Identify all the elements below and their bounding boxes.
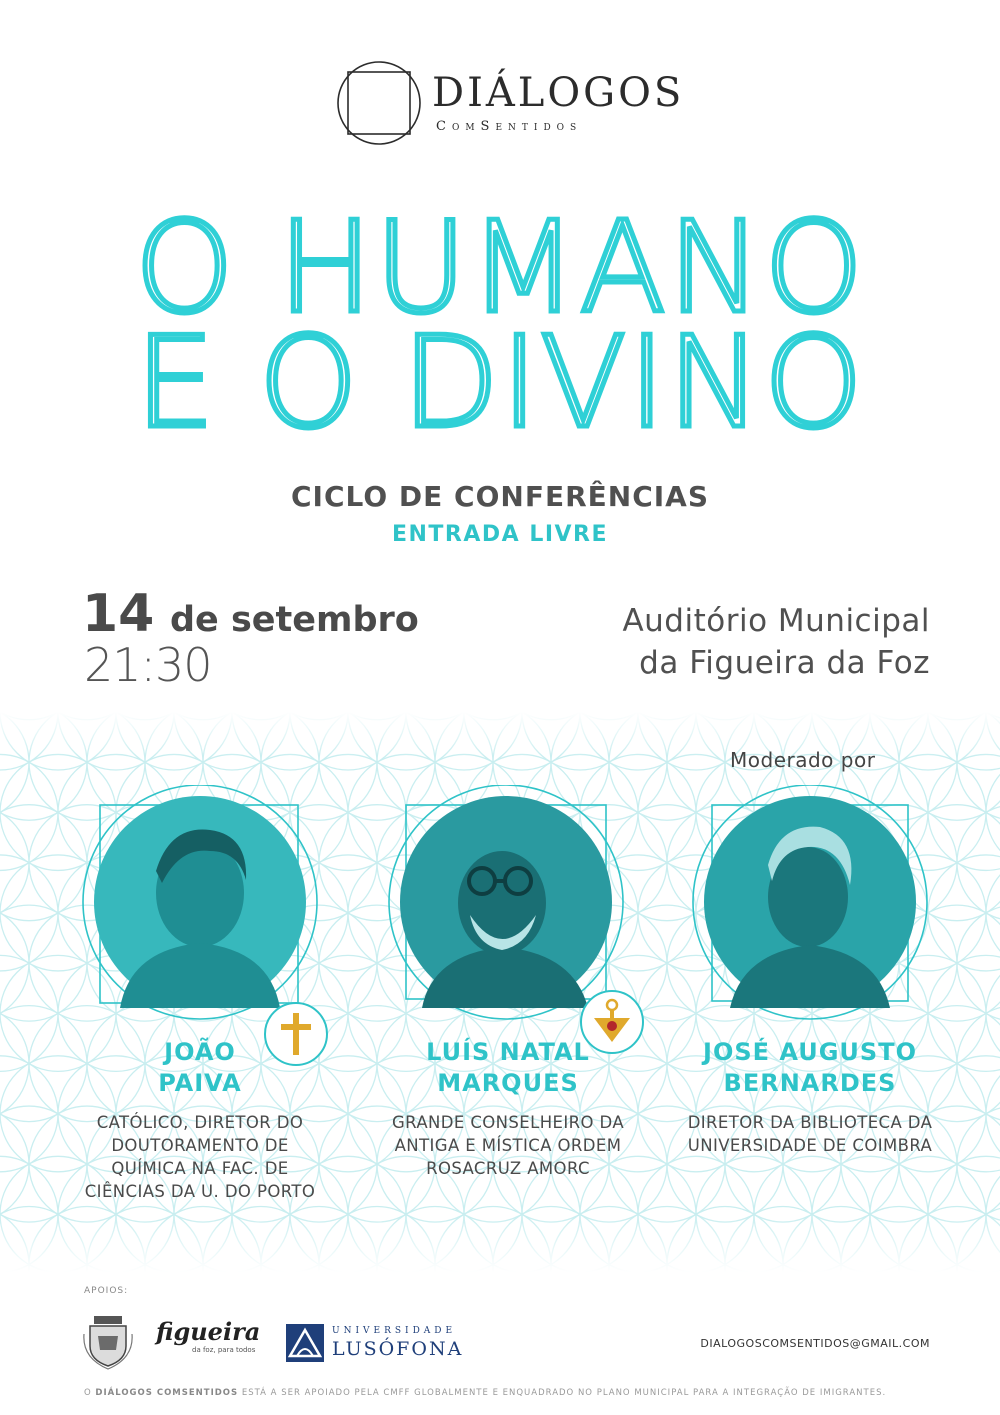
main-title-line-1: O HUMANO xyxy=(134,194,866,341)
speaker-desc-line: CIÊNCIAS DA U. DO PORTO xyxy=(84,1182,316,1201)
speaker-photo-frame xyxy=(680,785,940,1025)
speaker-desc-line: QUÍMICA NA FAC. DE xyxy=(111,1159,289,1178)
speaker-card xyxy=(680,785,940,1205)
municipal-crest-logo xyxy=(80,1312,136,1370)
free-entry-label: ENTRADA LIVRE xyxy=(391,522,609,547)
speaker-description xyxy=(60,1111,340,1203)
speaker-name xyxy=(70,1037,330,1099)
speaker-name xyxy=(650,1037,970,1099)
speaker-card xyxy=(378,785,638,1205)
speaker-desc-line: GRANDE CONSELHEIRO DA xyxy=(391,1113,625,1132)
logo-title: DIÁLOGOS xyxy=(432,70,685,116)
venue-line-1: Auditório Municipal xyxy=(622,603,930,639)
main-title-line-2: E O DIVINO xyxy=(135,309,865,456)
figueira-tagline: da foz, para todos xyxy=(192,1346,256,1354)
date-month: de setembro xyxy=(170,600,419,640)
footnote-prefix: O xyxy=(84,1388,92,1398)
speaker-desc-line: DIRETOR DA BIBLIOTECA DA xyxy=(687,1113,933,1132)
lusofona-emblem-icon xyxy=(286,1324,324,1362)
lusofona-name: LUSÓFONA xyxy=(332,1338,464,1360)
footnote-text: ESTÁ A SER APOIADO PELA CMFF GLOBALMENTE E ENQUADRADO NO PLANO MUNICIPAL PARA A INTEGRAÇÃO DE IMIGRANTES. xyxy=(241,1388,887,1398)
speaker-desc-line: DOUTORAMENTO DE xyxy=(111,1136,289,1155)
date-day: 14 xyxy=(82,584,155,644)
speaker-description xyxy=(668,1111,952,1157)
speaker-photo-frame xyxy=(70,785,330,1025)
contact-email[interactable]: DIALOGOSCOMSENTIDOS@GMAIL.COM xyxy=(700,1337,930,1350)
speaker-name-line-2: MARQUES xyxy=(437,1069,579,1097)
footnote xyxy=(84,1388,886,1398)
speaker-card xyxy=(70,785,330,1205)
lusofona-top-text: UNIVERSIDADE xyxy=(332,1326,457,1336)
supports-label: APOIOS: xyxy=(84,1286,129,1296)
speaker-desc-line: CATÓLICO, DIRETOR DO xyxy=(96,1113,304,1132)
speaker-desc-line: ANTIGA E MÍSTICA ORDEM xyxy=(394,1136,622,1155)
speaker-name-line-1: JOSÉ AUGUSTO xyxy=(703,1038,917,1066)
speaker-name-line-1: JOÃO xyxy=(164,1038,236,1066)
speaker-description xyxy=(366,1111,650,1180)
event-time: 21:30 xyxy=(84,638,212,692)
speaker-desc-line: UNIVERSIDADE DE COIMBRA xyxy=(687,1136,933,1155)
speaker-name-line-2: BERNARDES xyxy=(723,1069,897,1097)
speaker-name-line-1: LUÍS NATAL xyxy=(426,1038,590,1066)
moderated-by-label: Moderado por xyxy=(730,748,876,772)
speaker-desc-line: ROSACRUZ AMORC xyxy=(426,1159,590,1178)
lusofona-logo xyxy=(286,1322,471,1364)
venue-line-2: da Figueira da Foz xyxy=(639,645,930,681)
figueira-logo xyxy=(156,1317,261,1368)
speaker-name-line-2: PAIVA xyxy=(158,1069,242,1097)
logo-subtitle: ComSentidos xyxy=(436,119,583,134)
event-subtitle: CICLO DE CONFERÊNCIAS xyxy=(291,480,709,513)
dialogos-logo-mark xyxy=(334,58,424,148)
figueira-wordmark: figueira xyxy=(156,1317,261,1346)
speaker-name xyxy=(348,1037,668,1099)
footnote-brand: DIÁLOGOS COMSENTIDOS xyxy=(95,1388,239,1398)
